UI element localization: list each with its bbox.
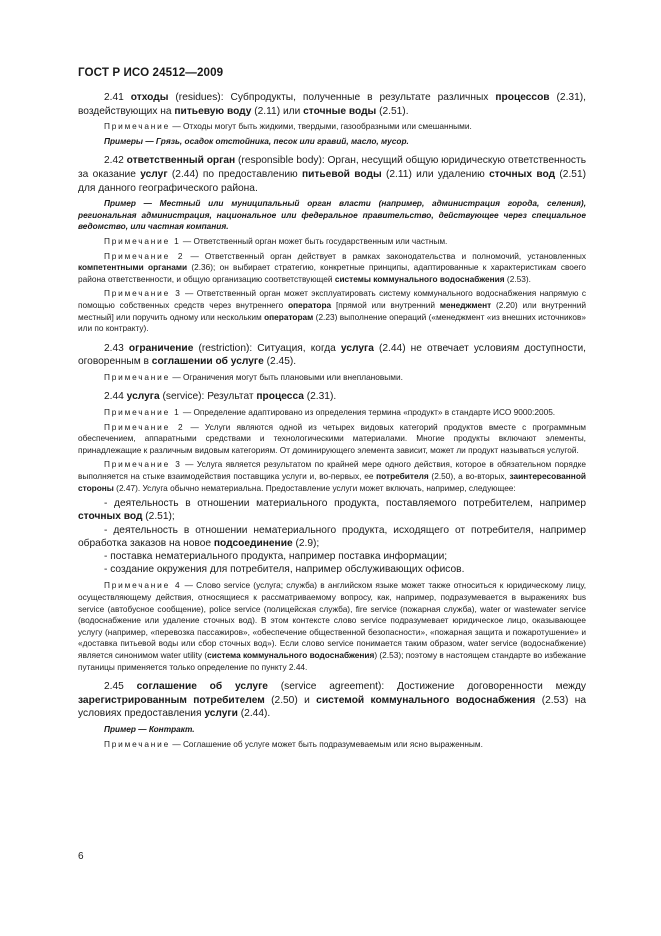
document-header: ГОСТ Р ИСО 24512—2009 xyxy=(78,66,224,79)
note-text: (2.50), а во-вторых, xyxy=(428,471,510,482)
note-text: (2.47). Услуга обычно нематериальна. Предоставление услуги может включать, например, следующее: xyxy=(113,482,516,493)
bullet-item xyxy=(78,524,586,550)
text: (2.44) по предоставлению xyxy=(167,168,302,180)
text: (2.9); xyxy=(292,537,320,549)
term-ref: менеджмент xyxy=(439,299,492,310)
example-2-41: Примеры — Грязь, осадок отстойника, песок или гравий, масло, мусор. xyxy=(104,135,409,146)
text: - деятельность в отношении нематериального продукта, исходящего от потребителя, например обработка заказов на новое xyxy=(78,524,586,549)
text: (2.11) или xyxy=(251,105,304,117)
term-ref: соглашении об услуге xyxy=(151,356,264,368)
term-ref: система коммунального водоснабжения xyxy=(207,650,375,660)
term-2-41 xyxy=(78,91,586,118)
note-2-42-2 xyxy=(78,251,586,286)
term-name: ответственный орган xyxy=(126,155,236,167)
text: (2.44) не отвечает условиям доступности, оговоренным в xyxy=(78,342,586,368)
term-ref: услуга xyxy=(340,342,374,354)
note-text: (2.36); он выбирает стратегию, конкретные принципы, адаптированные к характеристикам своего района ответственности, и общую организацию соответствующей xyxy=(78,262,586,284)
note-lead: Примечание 1 xyxy=(104,407,181,418)
term-ref: подсоединение xyxy=(213,537,293,549)
text: (2.51) для данного географического района. xyxy=(78,168,587,194)
term-ref: процессов xyxy=(495,92,550,103)
note-text: (2.23) выполнение операций («менеджмент «из внешних источников» или по контракту). xyxy=(78,311,586,334)
note-lead: Примечание xyxy=(104,371,171,382)
term-number: 2.44 xyxy=(104,391,127,403)
note-2-42-1 xyxy=(78,236,586,248)
term-name: услуга xyxy=(126,391,160,403)
example-2-42: Пример — Местный или муниципальный орган власти (например, администрация города, селения), региональная администрация, национальное или федеральное правительство, действующее через специальное ведомство, или частная компания. xyxy=(78,198,586,232)
term-2-42 xyxy=(78,154,586,195)
term-number: 2.41 xyxy=(104,92,131,103)
text: (responsible body): Орган, несущий общую юридическую ответственность за оказание xyxy=(78,155,586,180)
text: (residues): Субпродукты, полученные в результате различных xyxy=(168,92,496,103)
term-ref: заинтересованной стороны xyxy=(78,471,586,493)
text: (restriction): Ситуация, когда xyxy=(193,342,341,354)
bullet-item xyxy=(78,497,586,523)
note-text: — Ответственный орган может быть государственным или частным. xyxy=(180,235,448,246)
note-2-42-3 xyxy=(78,288,586,334)
term-name: соглашение об услуге xyxy=(136,681,268,693)
note-lead: Примечание 1 xyxy=(104,235,181,246)
note-2-44-3 xyxy=(78,459,586,494)
text: (2.45). xyxy=(263,356,297,368)
text: (2.50) и xyxy=(264,694,317,706)
term-name: отходы xyxy=(130,92,169,103)
text: (2.11) или удалению xyxy=(381,168,490,180)
note-text: — Ответственный орган действует в рамках законодательства и полномочий, установленных xyxy=(184,250,586,261)
note-text: (2.53). xyxy=(504,273,531,284)
term-ref: системы коммунального водоснабжения xyxy=(334,273,505,284)
note-text: — Услуги являются одной из четырех видовых категорий продуктов вместе с программным обеспечением, аппаратными средствами и технологическими материалами. Многие продукты включают элементы, принадлежащие к различным видовым категориям. От доминирующего элемента зависит, может ли продукт называться услугой. xyxy=(78,421,586,455)
text: (2.31), воздействующих на xyxy=(78,92,586,117)
note-lead: Примечание xyxy=(104,121,171,132)
text: (2.51). xyxy=(376,105,409,117)
bullet-item: - поставка нематериального продукта, например поставка информации; xyxy=(104,551,448,563)
term-ref: зарегистрированным потребителем xyxy=(78,694,265,706)
note-lead: Примечание 3 xyxy=(104,288,182,299)
text: (2.44). xyxy=(237,708,271,720)
text: - деятельность в отношении материального продукта, поставляемого потребителем, например xyxy=(104,498,586,510)
note-text: — Услуга является результатом по крайней мере одного действия, которое в обязательном порядке выполняется на стыке взаимодействия поставщика услуги и, во-первых, ее xyxy=(78,459,587,482)
note-text: (2.20) или внутренний местный] или поручить одному или нескольким xyxy=(78,299,586,322)
note-text: — Отходы могут быть жидкими, твердыми, газообразными или смешанными. xyxy=(170,121,472,132)
term-2-45 xyxy=(78,680,586,721)
term-ref: системой коммунального водоснабжения xyxy=(316,694,536,706)
note-2-44-2 xyxy=(78,422,586,457)
text: (2.53) на условиях предоставления xyxy=(78,694,586,720)
term-ref: питьевую воду xyxy=(174,105,252,117)
term-ref: операторам xyxy=(264,311,314,322)
note-2-44-1 xyxy=(78,407,586,419)
note-lead: Примечание xyxy=(104,738,171,749)
term-ref: процесса xyxy=(256,391,304,403)
note-text: — Слово service (услуга; служба) в английском языке может также относиться к юридическому лицу, осуществляющему действия, относящиеся к рассматриваемому вопросу, как, например, подразумевается в выражениях bus service (автобусное сообщение), police service (полицейская служба), fire service (пожарная служба), water or wastewater service (водоснабжение или удаление сточных вод). В этом контексте слово service подразумевает юридическое лицо, оказывающее услугу (например, «перевозка пассажиров», «обеспечение общественной безопасности», «пожарная защита и пожаротушение» и «доставка питьевой воды или сбор сточных вод»). Если слово service понимается таким образом, water service (водоснабжение) является синонимом water utility ( xyxy=(78,580,587,660)
term-ref: услуг xyxy=(140,168,168,180)
note-text: ) (2.53); поэтому в настоящем стандарте во избежание путаницы применяется только определение по пункту 2.44. xyxy=(78,650,586,672)
bullet-item: - создание окружения для потребителя, например обслуживающих офисов. xyxy=(104,564,465,576)
term-ref: потребителя xyxy=(376,471,429,482)
note-lead: Примечание 2 xyxy=(104,250,185,261)
note-2-43 xyxy=(78,372,586,384)
text: (2.31). xyxy=(303,391,337,403)
term-ref: сточные воды xyxy=(303,105,377,117)
note-text: — Ответственный орган может эксплуатировать систему коммунального водоснабжения напрямую с помощью собственных средств через внутреннего xyxy=(78,288,586,310)
term-number: 2.43 xyxy=(104,342,129,354)
note-lead: Примечание 3 xyxy=(104,459,182,470)
text: (service agreement): Достижение договоренности между xyxy=(267,681,586,693)
note-2-44-4 xyxy=(78,580,586,673)
note-lead: Примечание 2 xyxy=(104,421,185,432)
term-ref: оператора xyxy=(288,299,332,310)
term-ref: сточных вод xyxy=(489,168,556,180)
note-text: — Соглашение об услуге может быть подразумеваемым или ясно выраженным. xyxy=(170,738,483,749)
note-lead: Примечание 4 xyxy=(104,580,182,591)
note-text: — Определение адаптировано из определения термина «продукт» в стандарте ИСО 9000:2005. xyxy=(180,407,556,418)
term-2-43 xyxy=(78,342,586,369)
example-2-45: Пример — Контракт. xyxy=(104,723,195,734)
document-body xyxy=(78,91,586,753)
term-ref: сточных вод xyxy=(78,511,143,523)
text: (2.51); xyxy=(142,511,175,523)
term-2-44 xyxy=(78,390,586,404)
term-ref: питьевой воды xyxy=(301,168,382,180)
term-ref: компетентными органами xyxy=(78,262,188,273)
note-2-41 xyxy=(78,121,586,133)
term-number: 2.45 xyxy=(104,681,137,693)
term-name: ограничение xyxy=(128,342,194,354)
text: (service): Результат xyxy=(159,391,257,403)
note-text: [прямой или внутренний xyxy=(331,299,440,310)
note-2-45 xyxy=(78,739,586,751)
note-text: — Ограничения могут быть плановыми или внеплановыми. xyxy=(170,371,403,382)
page-number: 6 xyxy=(78,851,84,862)
term-number: 2.42 xyxy=(104,155,127,167)
term-ref: услуги xyxy=(204,708,238,720)
